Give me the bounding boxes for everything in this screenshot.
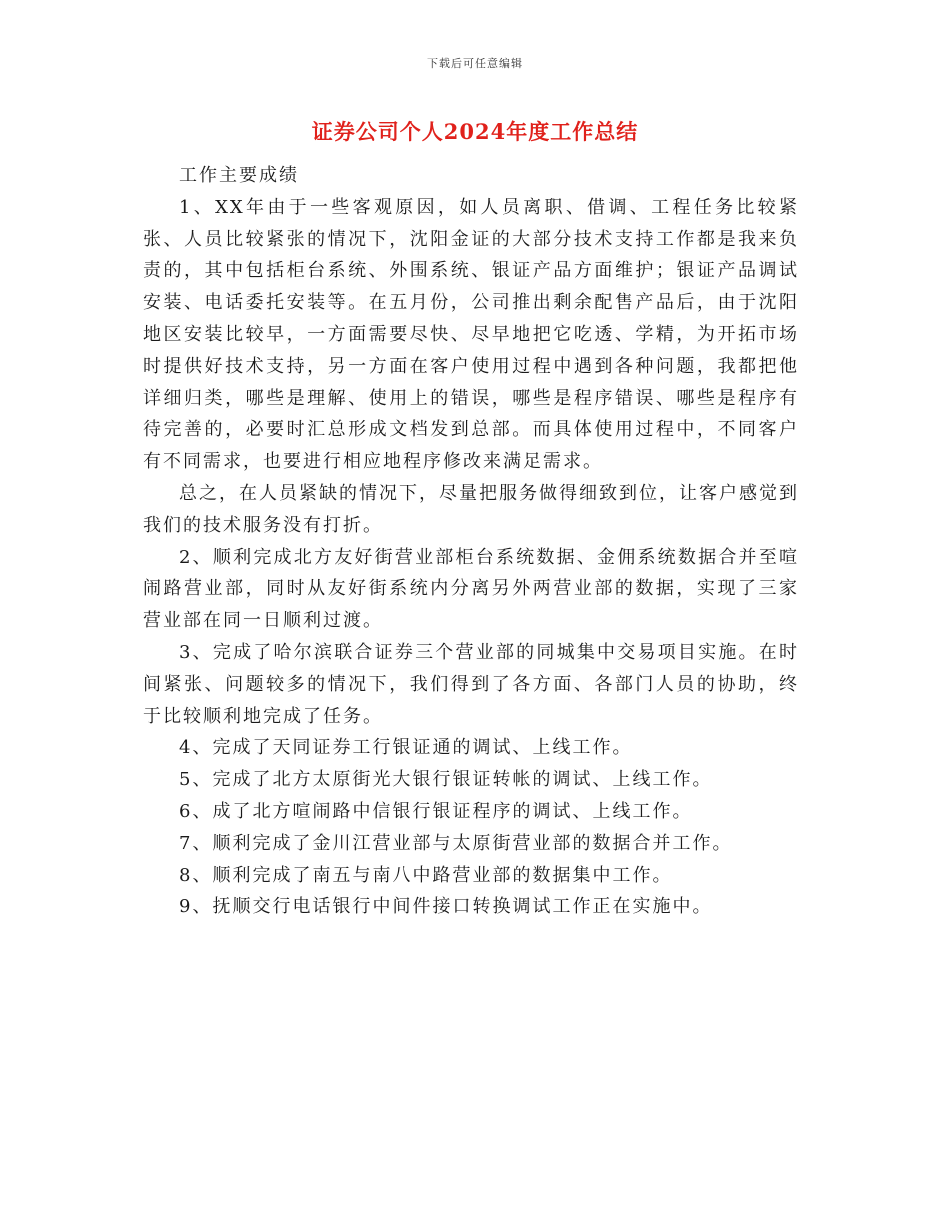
paragraph-item-6: 6、成了北方喧闹路中信银行银证程序的调试、上线工作。 [179, 800, 693, 822]
paragraph-item-2: 2、顺利完成北方友好街营业部柜台系统数据、金佣系统数据合并至喧闹路营业部，同时从友好街系统内分离另外两营业部的数据，实现了三家营业部在同一日顺利过渡。 [143, 546, 799, 632]
paragraph-item-4: 4、完成了天同证券工行银证通的调试、上线工作。 [179, 737, 633, 759]
paragraph-item-9: 9、抚顺交行电话银行中间件接口转换调试工作正在实施中。 [179, 896, 713, 918]
paragraph-item-8: 8、顺利完成了南五与南八中路营业部的数据集中工作。 [179, 864, 673, 886]
section-heading: 工作主要成绩 [179, 165, 299, 186]
document-title: 证券公司个人2024年度工作总结 [311, 119, 639, 144]
header-note: 下载后可任意编辑 [427, 57, 523, 70]
document-body [143, 160, 799, 923]
paragraph-item-3: 3、完成了哈尔滨联合证券三个营业部的同城集中交易项目实施。在时间紧张、问题较多的情况下，我们得到了各方面、各部门人员的协助，终于比较顺利地完成了任务。 [143, 641, 799, 727]
paragraph-item-5: 5、完成了北方太原街光大银行银证转帐的调试、上线工作。 [179, 769, 713, 791]
paragraph-summary: 总之，在人员紧缺的情况下，尽量把服务做得细致到位，让客户感觉到我们的技术服务没有打折。 [143, 482, 799, 536]
paragraph-item-1: 1、XX年由于一些客观原因，如人员离职、借调、工程任务比较紧张、人员比较紧张的情况下，沈阳金证的大部分技术支持工作都是我来负责的，其中包括柜台系统、外围系统、银证产品方面维护；银证产品调试安装、电话委托安装等。在五月份，公司推出剩余配售产品后，由于沈阳地区安装比较早，一方面需要尽快、尽早地把它吃透、学精，为开拓市场时提供好技术支持，另一方面在客户使用过程中遇到各种问题，我都把他详细归类，哪些是理解、使用上的错误，哪些是程序错误、哪些是程序有待完善的，必要时汇总形成文档发到总部。而具体使用过程中，不同客户有不同需求，也要进行相应地程序修改来满足需求。 [143, 196, 800, 473]
paragraph-item-7: 7、顺利完成了金川江营业部与太原街营业部的数据合并工作。 [179, 832, 733, 854]
